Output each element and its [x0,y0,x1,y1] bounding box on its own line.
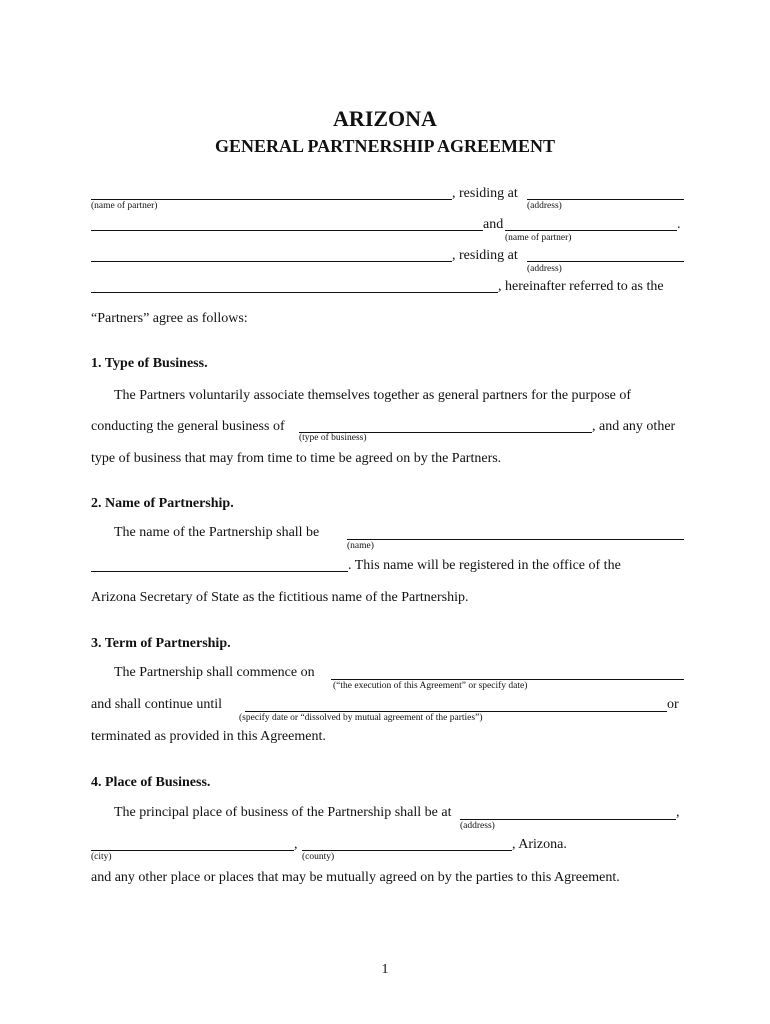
partner-2-address-line [527,261,684,262]
arizona-label: , Arizona. [512,837,567,852]
document-title: GENERAL PARTNERSHIP AGREEMENT [214,136,556,156]
and-label: and [483,217,504,232]
section-1-line-2-prefix: conducting the general business of [91,419,285,434]
continue-until-line [245,711,667,712]
blank-line-2 [91,230,483,231]
partner-1-address-line [527,199,684,200]
section-4-line-3: and any other place or places that may be mutually agreed on by the parties to this Agreement. [91,870,620,885]
caption-address-2: (address) [527,264,562,274]
partners-agree-text: “Partners” agree as follows: [91,311,248,326]
section-3-heading: 3. Term of Partnership. [91,636,231,651]
document-state: ARIZONA [333,106,437,131]
hereinafter-text: , hereinafter referred to as the [498,279,664,294]
section-1-line-2-suffix: , and any other [592,419,676,434]
section-3-line-1-prefix: The Partnership shall commence on [114,665,315,680]
caption-address-1: (address) [527,201,562,211]
commence-date-line [331,679,684,680]
blank-line-3 [91,261,452,262]
caption-name-of-partner-2: (name of partner) [505,233,572,243]
partner-1-name-line [91,199,452,200]
residing-at-label-1: , residing at [452,186,518,201]
caption-city: (city) [91,852,112,862]
section-2-line-1-prefix: The name of the Partnership shall be [114,525,320,540]
city-comma: , [294,837,298,852]
caption-county: (county) [302,852,335,862]
section-1-heading: 1. Type of Business. [91,356,208,371]
section-2-heading: 2. Name of Partnership. [91,496,234,511]
section-4-heading: 4. Place of Business. [91,775,211,790]
section-3-line-2-suffix: or [667,697,679,712]
county-line [302,850,512,851]
caption-execution-date: (“the execution of this Agreement” or specify date) [333,681,528,691]
caption-dissolved: (specify date or “dissolved by mutual agreement of the parties”) [239,713,483,723]
section-1-line-1: The Partners voluntarily associate themselves together as general partners for the purpose of [114,388,632,403]
blank-line-4 [91,292,498,293]
section-3-line-2-prefix: and shall continue until [91,697,223,712]
caption-type-of-business: (type of business) [299,433,367,443]
caption-name-of-partner-1: (name of partner) [91,201,158,211]
section-2-line-2-suffix: . This name will be registered in the office of the [348,558,621,573]
section-1-line-3: type of business that may from time to time be agreed on by the Partners. [91,451,502,466]
section-3-line-3: terminated as provided in this Agreement. [91,729,326,744]
page-number: 1 [381,962,389,977]
residing-at-label-2: , residing at [452,248,518,263]
caption-name: (name) [347,541,374,551]
period-mark: . [677,217,681,232]
section-4-line-1-prefix: The principal place of business of the Partnership shall be at [114,805,452,820]
section-2-line-3: Arizona Secretary of State as the fictitious name of the Partnership. [91,590,469,605]
caption-address: (address) [460,821,495,831]
city-line [91,850,294,851]
business-address-line [460,819,676,820]
partnership-name-line [347,539,684,540]
partnership-name-line-2 [91,571,348,572]
section-4-line-1-suffix: , [676,805,680,820]
partner-2-name-line [505,230,677,231]
